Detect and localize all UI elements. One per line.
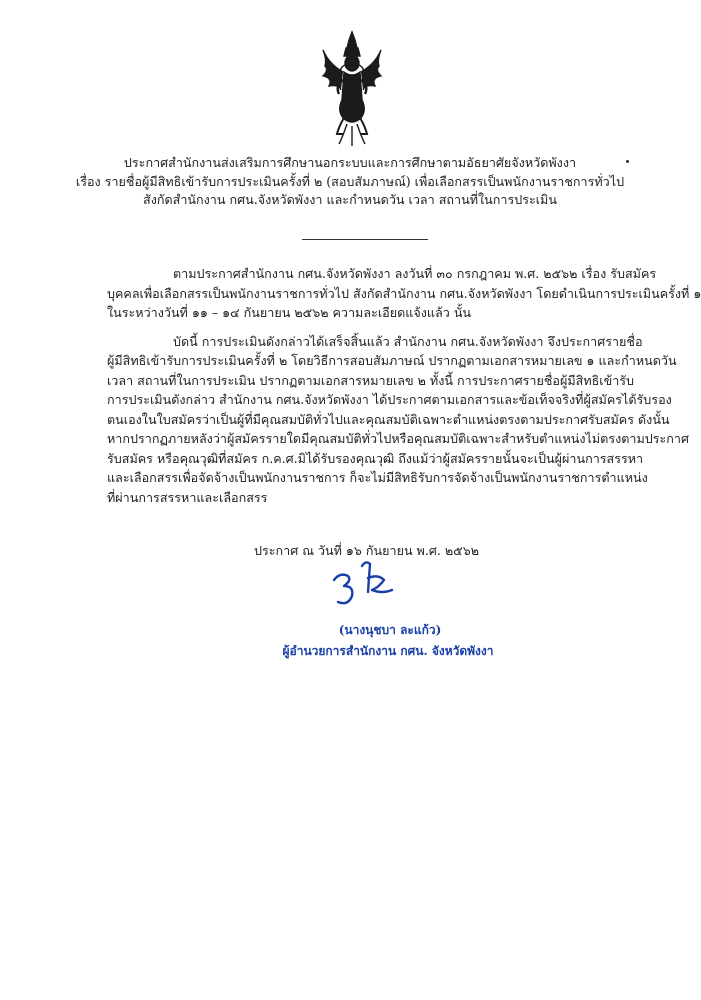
garuda-emblem-icon bbox=[319, 30, 385, 148]
signatory-title: ผู้อำนวยการสำนักงาน กศน. จังหวัดพังงา bbox=[282, 644, 494, 658]
paragraph-line: รับสมัคร หรือคุณวุฒิที่สมัคร ก.ค.ศ.มิได้รับรองคุณวุฒิ ถึงแม้ว่าผู้สมัครรายนั้นจะเป็นผู้ผ่านการสรรหา bbox=[107, 450, 644, 466]
title-divider bbox=[302, 239, 428, 240]
title-line-3: สังกัดสำนักงาน กศน.จังหวัดพังงา และกำหนดวัน เวลา สถานที่ในการประเมิน bbox=[143, 192, 557, 207]
announcement-title bbox=[60, 154, 640, 210]
paragraph-line: เวลา สถานที่ในการประเมิน ปรากฏตามเอกสารหมายเลข ๒ ทั้งนี้ การประกาศรายชื่อผู้มีสิทธิเข้ารับ bbox=[107, 372, 635, 388]
handwritten-signature bbox=[326, 556, 406, 614]
announcement-date: ประกาศ ณ วันที่ ๑๖ กันยายน พ.ศ. ๒๕๖๒ bbox=[254, 543, 479, 558]
signatory-name: (นางนุชบา ละแก้ว) bbox=[338, 623, 442, 637]
paragraph-line: บัดนี้ การประเมินดังกล่าวได้เสร็จสิ้นแล้ว สำนักงาน กศน.จังหวัดพังงา จึงประกาศรายชื่อ bbox=[173, 333, 643, 349]
speck-mark bbox=[626, 160, 629, 163]
body-paragraph-1 bbox=[107, 264, 701, 323]
paragraph-line: ตนเองในใบสมัครว่าเป็นผู้ที่มีคุณสมบัติทั่วไปและคุณสมบัติเฉพาะตำแหน่งตรงตามประกาศรับสมัคร ดังนั้น bbox=[107, 411, 670, 427]
paragraph-line: ผู้มีสิทธิเข้ารับการประเมินครั้งที่ ๒ โดยวิธีการสอบสัมภาษณ์ ปรากฏตามเอกสารหมายเลข ๑ และกำหนดวัน bbox=[107, 353, 677, 368]
paragraph-line: ตามประกาศสำนักงาน กศน.จังหวัดพังงา ลงวันที่ ๓๐ กรกฎาคม พ.ศ. ๒๕๖๒ เรื่อง รับสมัคร bbox=[173, 266, 657, 281]
body-paragraph-2 bbox=[107, 332, 689, 508]
announcement-body bbox=[107, 264, 701, 507]
paragraph-line: บุคคลเพื่อเลือกสรรเป็นพนักงานราชการทั่วไป สังกัดสำนักงาน กศน.จังหวัดพังงา โดยดำเนินการประเมินครั้งที่ ๑ bbox=[107, 285, 701, 301]
paragraph-line: และเลือกสรรเพื่อจัดจ้างเป็นพนักงานราชการ ก็จะไม่มีสิทธิรับการจัดจ้างเป็นพนักงานราชการตำแหน่ง bbox=[107, 470, 648, 485]
paragraph-line: ที่ผ่านการสรรหาและเลือกสรร bbox=[107, 489, 268, 505]
title-line-1: ประกาศสำนักงานส่งเสริมการศึกษานอกระบบและการศึกษาตามอัธยาศัยจังหวัดพังงา bbox=[123, 155, 577, 170]
paragraph-line: หากปรากฏภายหลังว่าผู้สมัครรายใดมีคุณสมบัติทั่วไปหรือคุณสมบัติเฉพาะสำหรับตำแหน่งไม่ตรงตามประกาศ bbox=[107, 431, 689, 446]
title-line-2: เรื่อง รายชื่อผู้มีสิทธิเข้ารับการประเมินครั้งที่ ๒ (สอบสัมภาษณ์) เพื่อเลือกสรรเป็นพนักงานราชการทั่วไป bbox=[75, 173, 625, 189]
paragraph-line: ในระหว่างวันที่ ๑๑ – ๑๔ กันยายน ๒๕๖๒ ความละเอียดแจ้งแล้ว นั้น bbox=[107, 305, 472, 320]
paragraph-line: การประเมินดังกล่าว สำนักงาน กศน.จังหวัดพังงา ได้ประกาศตามเอกสารและข้อเท็จจริงที่ผู้สมัครได้รับรอง bbox=[107, 392, 672, 407]
